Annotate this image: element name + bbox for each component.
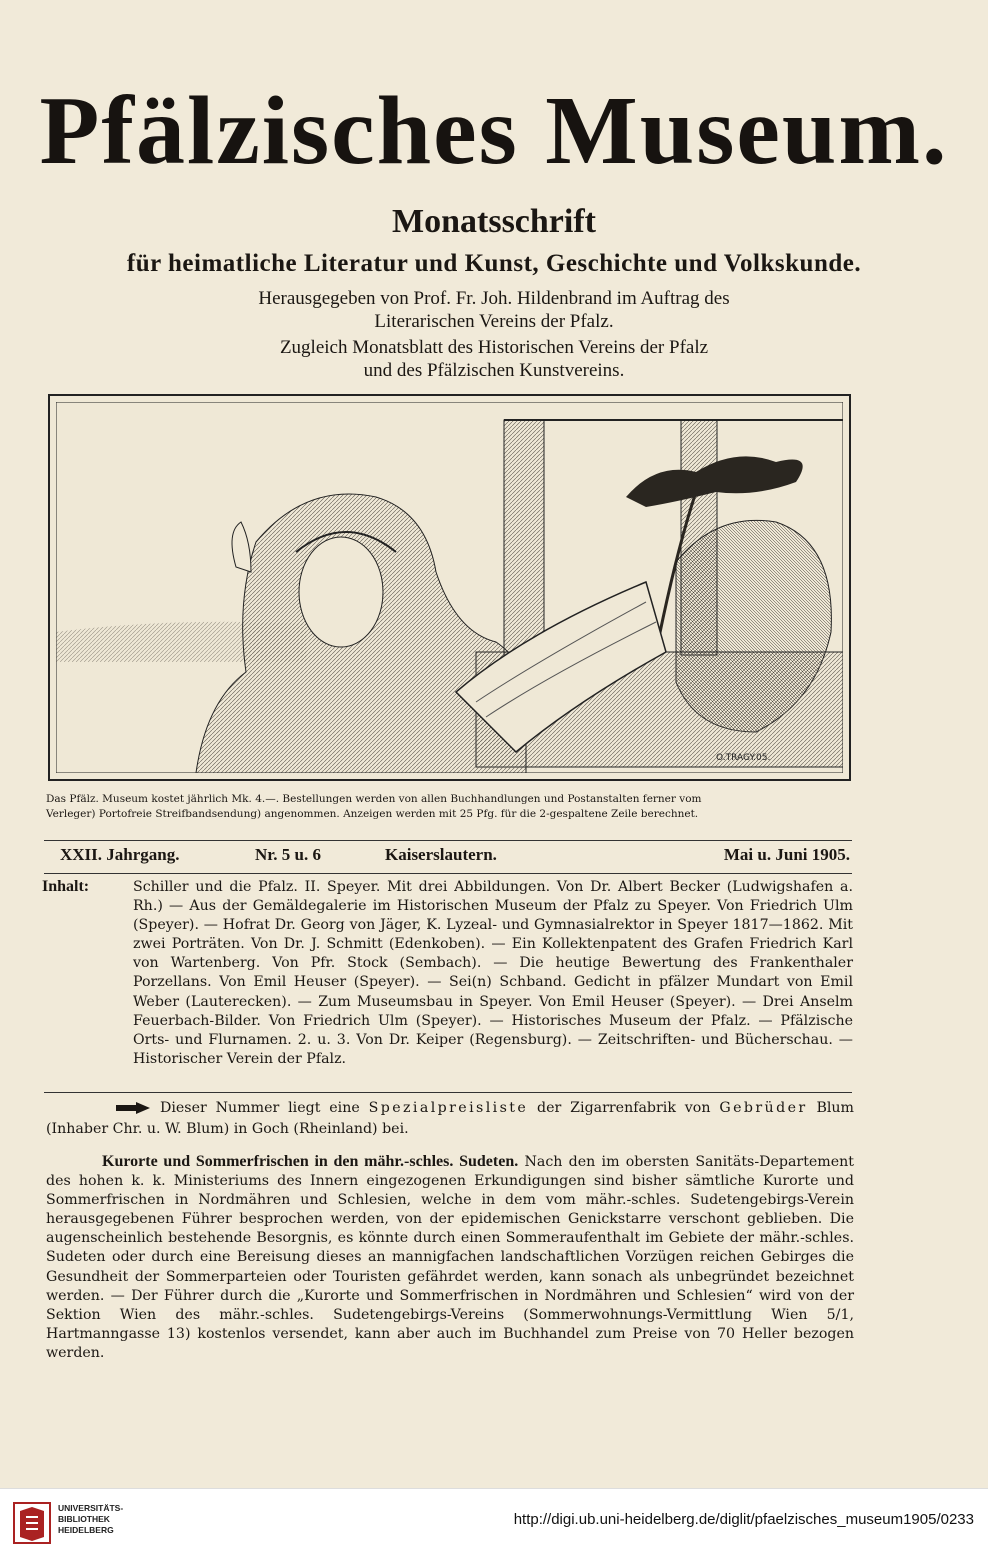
pointing-hand-icon [116, 1102, 150, 1114]
window-post-left [504, 420, 544, 655]
library-logo-icon [12, 1501, 52, 1545]
enclosure-pricelist: Spezialpreisliste [368, 1100, 529, 1116]
contents-label: Inhalt: [42, 878, 90, 895]
issue-line [50, 845, 850, 871]
issue-rule-bottom [44, 873, 852, 874]
library-name-line-2: BIBLIOTHEK [58, 1514, 110, 1524]
source-url-link[interactable]: http://digi.ub.uni-heidelberg.de/diglit/pfaelzisches_museum1905/0233 [513, 1511, 974, 1528]
masthead-tagline: für heimatliche Literatur und Kunst, Geschichte und Volkskunde. [126, 250, 862, 277]
issue-place: Kaiserslautern. [385, 845, 497, 864]
masthead-editor-line-1: Herausgegeben von Prof. Fr. Joh. Hildenbrand im Auftrag des [258, 288, 730, 309]
library-name-line-3: HEIDELBERG [58, 1525, 114, 1535]
subscription-notice-line-2: Verleger) Portofreie Streifbandsendung) angenommen. Anzeigen werden mit 25 Pfg. für die 2-gespaltene Zeile berechnet. [46, 808, 699, 820]
subscription-notice-line-1: Das Pfälz. Museum kostet jährlich Mk. 4.—. Bestellungen werden von allen Buchhandlungen und Postanstalten ferner vom [46, 793, 702, 805]
enclosure-post: Blum (Inhaber Chr. u. W. Blum) in Goch (Rheinland) bei. [46, 1100, 854, 1137]
issue-volume: XXII. Jahrgang. [60, 845, 180, 864]
issue-rule-top [44, 840, 852, 841]
enclosure-notice [46, 1098, 854, 1140]
issue-date: Mai u. Juni 1905. [723, 845, 850, 864]
article-body: Nach den im obersten Sanitäts-Departement des hohen k. k. Ministeriums des Innern eingezogenen Erkundigungen sind bisher sämtliche Kurorte und Sommerfrischen in Nordmähren und Schlesien, welche in dem vom mähr.-schles. Sudetengebirgs-Verein herausgegebenen Führer besprochen werden, von der epidemischen Genickstarre verschont geblieben. Die augenscheinlich bestehende Besorgnis, es könnte durch einen Sommeraufenthalt im Gebiete der mähr.-schles. Sudeten oder durch eine Bereisung dieses an mannigfachen landschaftlichen Vorzügen reichen Gebirges die Gesundheit der Sommerparteien oder Touristen gefährdet werden, kann sonach als unbegründet bezeichnet werden. — Der Führer durch die „Kurorte und Sommerfrischen in Nordmähren und Schlesien“ wird von der Sektion Wien des mähr.-schles. Sudetengebirgs-Vereins (Sommerwohnungs-Vermittlung Wien 5/1, Hartmanngasse 13) kostenlos versendet, kann aber auch im Buchhandel zum Preise von 70 Heller bezogen werden. [46, 1154, 854, 1361]
footer-bar [0, 1488, 988, 1562]
masthead-title: Pfälzisches Museum. [39, 77, 949, 185]
artist-signature: O.TRAGY.05. [716, 753, 771, 763]
masthead-subtitle: Monatsschrift [392, 203, 596, 240]
library-name [58, 1503, 123, 1536]
masthead-also-line-1: Zugleich Monatsblatt des Historischen Vereins der Pfalz [279, 337, 709, 358]
enclosure-company: Gebrüder [719, 1100, 808, 1116]
library-name-line-1: UNIVERSITÄTS- [58, 1503, 124, 1513]
contents-rule [44, 1092, 852, 1093]
contents-text: Schiller und die Pfalz. II. Speyer. Mit drei Abbildungen. Von Dr. Albert Becker (Ludwigshafen a. Rh.) — Aus der Gemäldegalerie im Historischen Museum der Pfalz zu Speyer. Von Friedrich Ulm (Speyer). — Hofrat Dr. Georg von Jäger, K. Lyzeal- und Gymnasialrektor in Speyer 1817—1862. Mit zwei Porträten. Von Dr. J. Schmitt (Edenkoben). — Ein Kollektenpatent des Grafen Friedrich Karl von Wartenberg. Von Pfr. Stock (Sembach). — Die heutige Bewertung des Frankenthaler Porzellans. Von Emil Heuser (Speyer). — Sei(n) Schband. Gedicht in pfälzer Mundart von Emil Weber (Lauterecken). — Zum Museumsbau in Speyer. Von Emil Heuser (Speyer). — Drei Anselm Feuerbach-Bilder. Von Friedrich Ulm (Speyer). — Historisches Museum der Pfalz. — Pfälzische Orts- und Flurnamen. 2. u. 3. Von Dr. Keiper (Regensburg). — Zeitschriften- und Bücherschau. — Historischer Verein der Pfalz. [133, 879, 853, 1067]
masthead-editor-line-2: Literarischen Vereins der Pfalz. [374, 311, 614, 332]
article [46, 1152, 854, 1363]
enclosure-mid: der Zigarrenfabrik von [537, 1100, 711, 1116]
illustration-frame [48, 394, 851, 781]
enclosure-pre: Dieser Nummer liegt eine [160, 1100, 360, 1116]
raised-hand [232, 522, 251, 572]
woman-face [299, 537, 383, 647]
illustration-engraving [56, 402, 843, 773]
issue-number: Nr. 5 u. 6 [255, 845, 321, 864]
masthead-also-line-2: und des Pfälzischen Kunstvereins. [363, 360, 625, 381]
article-heading: Kurorte und Sommerfrischen in den mähr.-schles. Sudeten. [102, 1153, 519, 1170]
